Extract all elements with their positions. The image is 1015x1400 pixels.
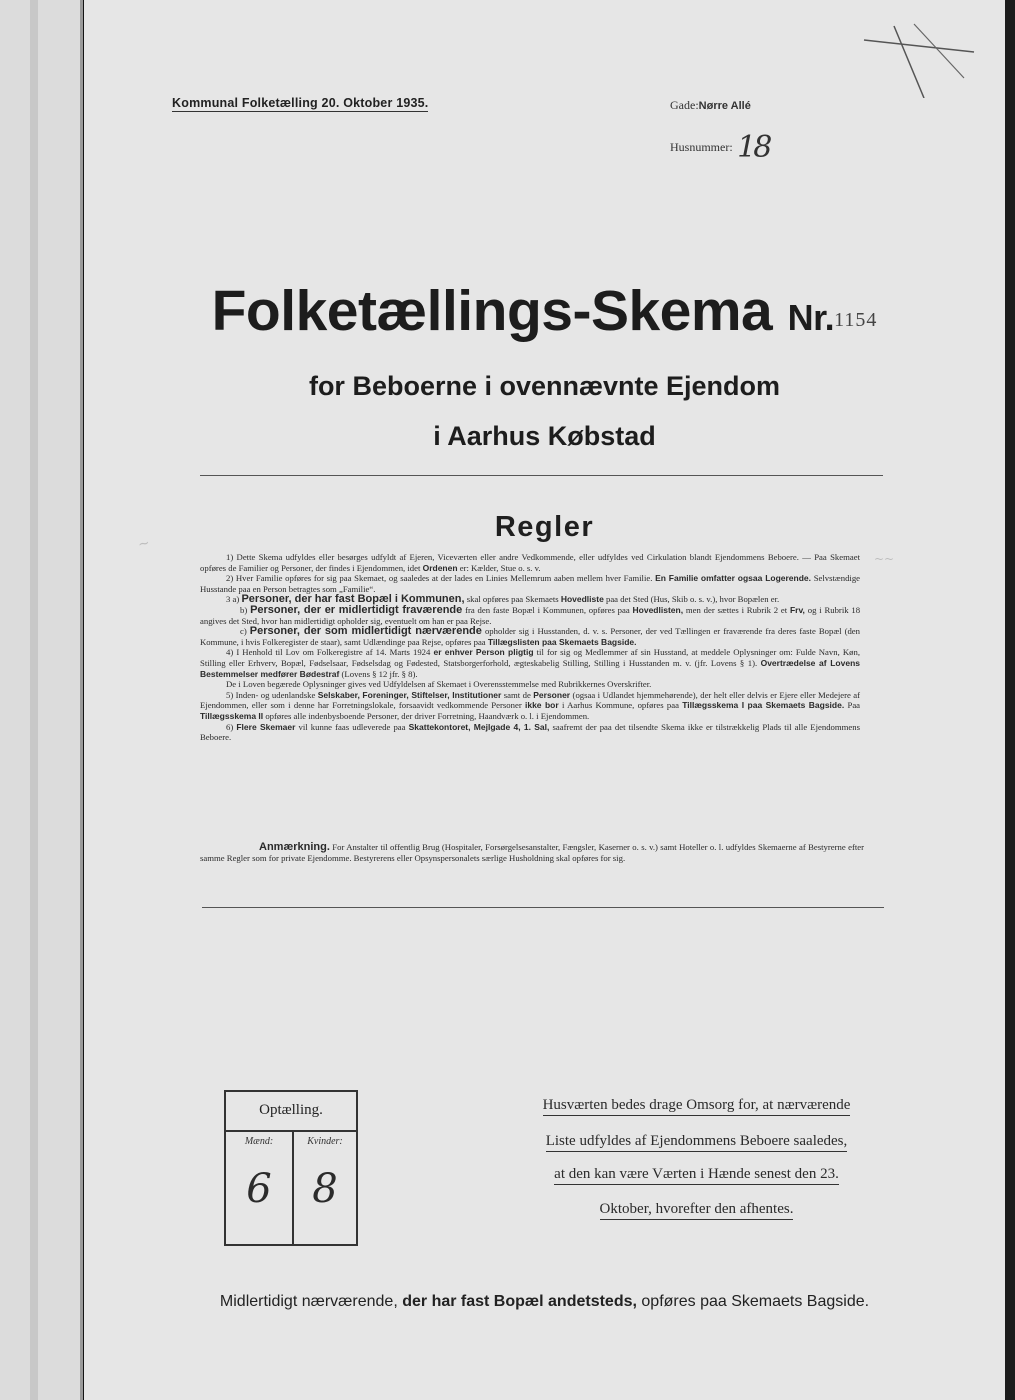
house-number-label: Husnummer: <box>670 140 733 154</box>
street-label: Gade: <box>670 98 699 112</box>
title-divider <box>200 475 883 476</box>
notice-line-2: Liste udfyldes af Ejendommens Beboere saaledes, <box>524 1133 869 1150</box>
rules-text <box>200 552 860 743</box>
rule-2: 2) Hver Familie opføres for sig paa Skemaet, og saaledes at der lades en Linies Mellemrum aaben mellem hver Familie. En Familie omfatter ogsaa Logerende. Selvstændige Husstande paa en Person betragtes som „Familie“. <box>200 573 861 594</box>
subtitle-city: i Aarhus Købstad <box>433 421 656 451</box>
notice-line-4: Oktober, hvorefter den afhentes. <box>524 1201 869 1218</box>
rule-1: 1) Dette Skema udfyldes eller besørges udfyldt af Ejeren, Viceværten eller andre Vedkommende, eller udfyldes ved Cirkulation blandt Ejendommens Beboere. — Paa Skemaet opføres de Familier og Personer, der findes i Ejendommen, idet Ordenen er: Kælder, Stue o. s. v. <box>200 552 860 573</box>
rule-4: 4) I Henhold til Lov om Folkeregistre af 14. Marts 1924 er enhver Person pligtig til for sig og Medlemmer af sin Husstand, at meddele Oplysninger om: Fulde Navn, Køn, Stilling eller Erhverv, Bopæl, Fødselsaar, Fødselsdag og Fødested, Statsborgerforhold, ægteskabelig Stilling, Stilling i Husstanden m. v. (jfr. Lovens § 1). Overtrædelse af Lovens Bestemmelser medfører Bødestraf (Lovens § 12 jfr. § 8). <box>200 647 860 679</box>
street-value: Nørre Allé <box>698 100 751 112</box>
census-date-line: Kommunal Folketælling 20. Oktober 1935. <box>172 96 429 110</box>
count-box <box>224 1090 358 1246</box>
bleed-through-mark: ~~ <box>874 552 895 566</box>
men-label: Mænd: <box>244 1136 274 1147</box>
rules-heading: Regler <box>494 511 595 543</box>
rule-6: 6) Flere Skemaer vil kunne faas udleverede paa Skattekontoret, Mejlgade 4, 1. Sal, saafremt der paa det tilsendte Skema ikke er tilstrækkelig Plads til alle Ejendommens Beboere. <box>200 721 860 743</box>
count-box-divider <box>226 1130 356 1132</box>
rule-5: 5) Inden- og udenlandske Selskaber, Foreninger, Stiftelser, Institutioner samt de Personer (ogsaa i Udlandet hjemmehørende), der helt eller delvis er Ejere eller Medejere af Ejendommen, eller som i denne har Forretningslokale, forsaavidt vedkommende Personer ikke bor i Aarhus Kommune, opføres paa Tillægsskema I paa Skemaets Bagside. Paa Tillægsskema II opføres alle indenbysboende Personer, der driver Forretning, Haandværk o. l. i Ejendommen. <box>200 689 861 721</box>
count-title: Optælling. <box>259 1102 323 1118</box>
rule-3a: 3 a) Personer, der har fast Bopæl i Kommunen, skal opføres paa Skemaets Hovedliste paa det Sted (Hus, Skib o. s. v.), hvor Bopælen er. <box>226 593 780 606</box>
page-edge-shadow <box>1005 0 1015 1400</box>
rule-4b: De i Loven begærede Oplysninger gives ved Udfyldelsen af Skemaet i Overensstemmelse med Rubrikkernes Overskrifter. <box>226 679 652 690</box>
rule-3b: b) Personer, der er midlertidigt fraværende fra den faste Bopæl i Kommunen, opføres paa Hovedlisten, men der sættes i Rubrik 2 et Frv, og i Rubrik 18 angives det Sted, hvor han midlertidigt opholder sig, eventuelt om han er paa Rejse. <box>200 603 861 626</box>
notice-line-3: at den kan være Værten i Hænde senest den 23. <box>524 1166 869 1183</box>
footer-note: Midlertidigt nærværende, der har fast Bopæl andetsteds, opføres paa Skemaets Bagside. <box>219 1293 870 1310</box>
house-number-value: 18 <box>737 130 770 165</box>
women-count: 8 <box>312 1166 338 1212</box>
form-title <box>84 278 1005 344</box>
note-divider <box>202 907 884 908</box>
women-label: Kvinder: <box>307 1136 343 1147</box>
men-count: 6 <box>246 1166 272 1212</box>
street-field <box>670 96 751 114</box>
number-label: Nr. <box>787 297 835 338</box>
bleed-through-mark: ~ <box>136 534 152 554</box>
note-label: Anmærkning. <box>259 841 330 853</box>
annotation-note <box>200 842 864 864</box>
subtitle-residents: for Beboerne i ovennævnte Ejendom <box>308 371 781 401</box>
house-number-field <box>670 124 770 165</box>
census-form-page <box>84 0 1005 1400</box>
binding-strip <box>30 0 38 1400</box>
form-number: 1154 <box>834 309 878 331</box>
notice-line-1: Husværten bedes drage Omsorg for, at nærværende <box>524 1097 869 1114</box>
note-text: For Anstalter til offentlig Brug (Hospitaler, Forsørgelsesanstalter, Fængsler, Kaserner o. s. v.) samt Hoteller o. l. udfyldes Skemaerne af Bestyrerne efter samme Regler som for private Ejendomme. Bestyrerens eller Opsynspersonalets særlige Husholdning skal opføres for sig. <box>200 842 864 863</box>
rule-3c: c) Personer, der som midlertidigt nærværende opholder sig i Husstanden, d. v. s. Personer, der ved Tællingen er fraværende fra deres faste Bopæl (den Kommune, i hvis Folkeregister de staar), samt Udlændinge paa Rejse, opføres paa Tillægslisten paa Skemaets Bagside. <box>200 625 861 647</box>
pencil-cross-mark <box>854 18 984 98</box>
binding-spine <box>0 0 83 1400</box>
title-main: Folketællings-Skema <box>211 279 773 343</box>
